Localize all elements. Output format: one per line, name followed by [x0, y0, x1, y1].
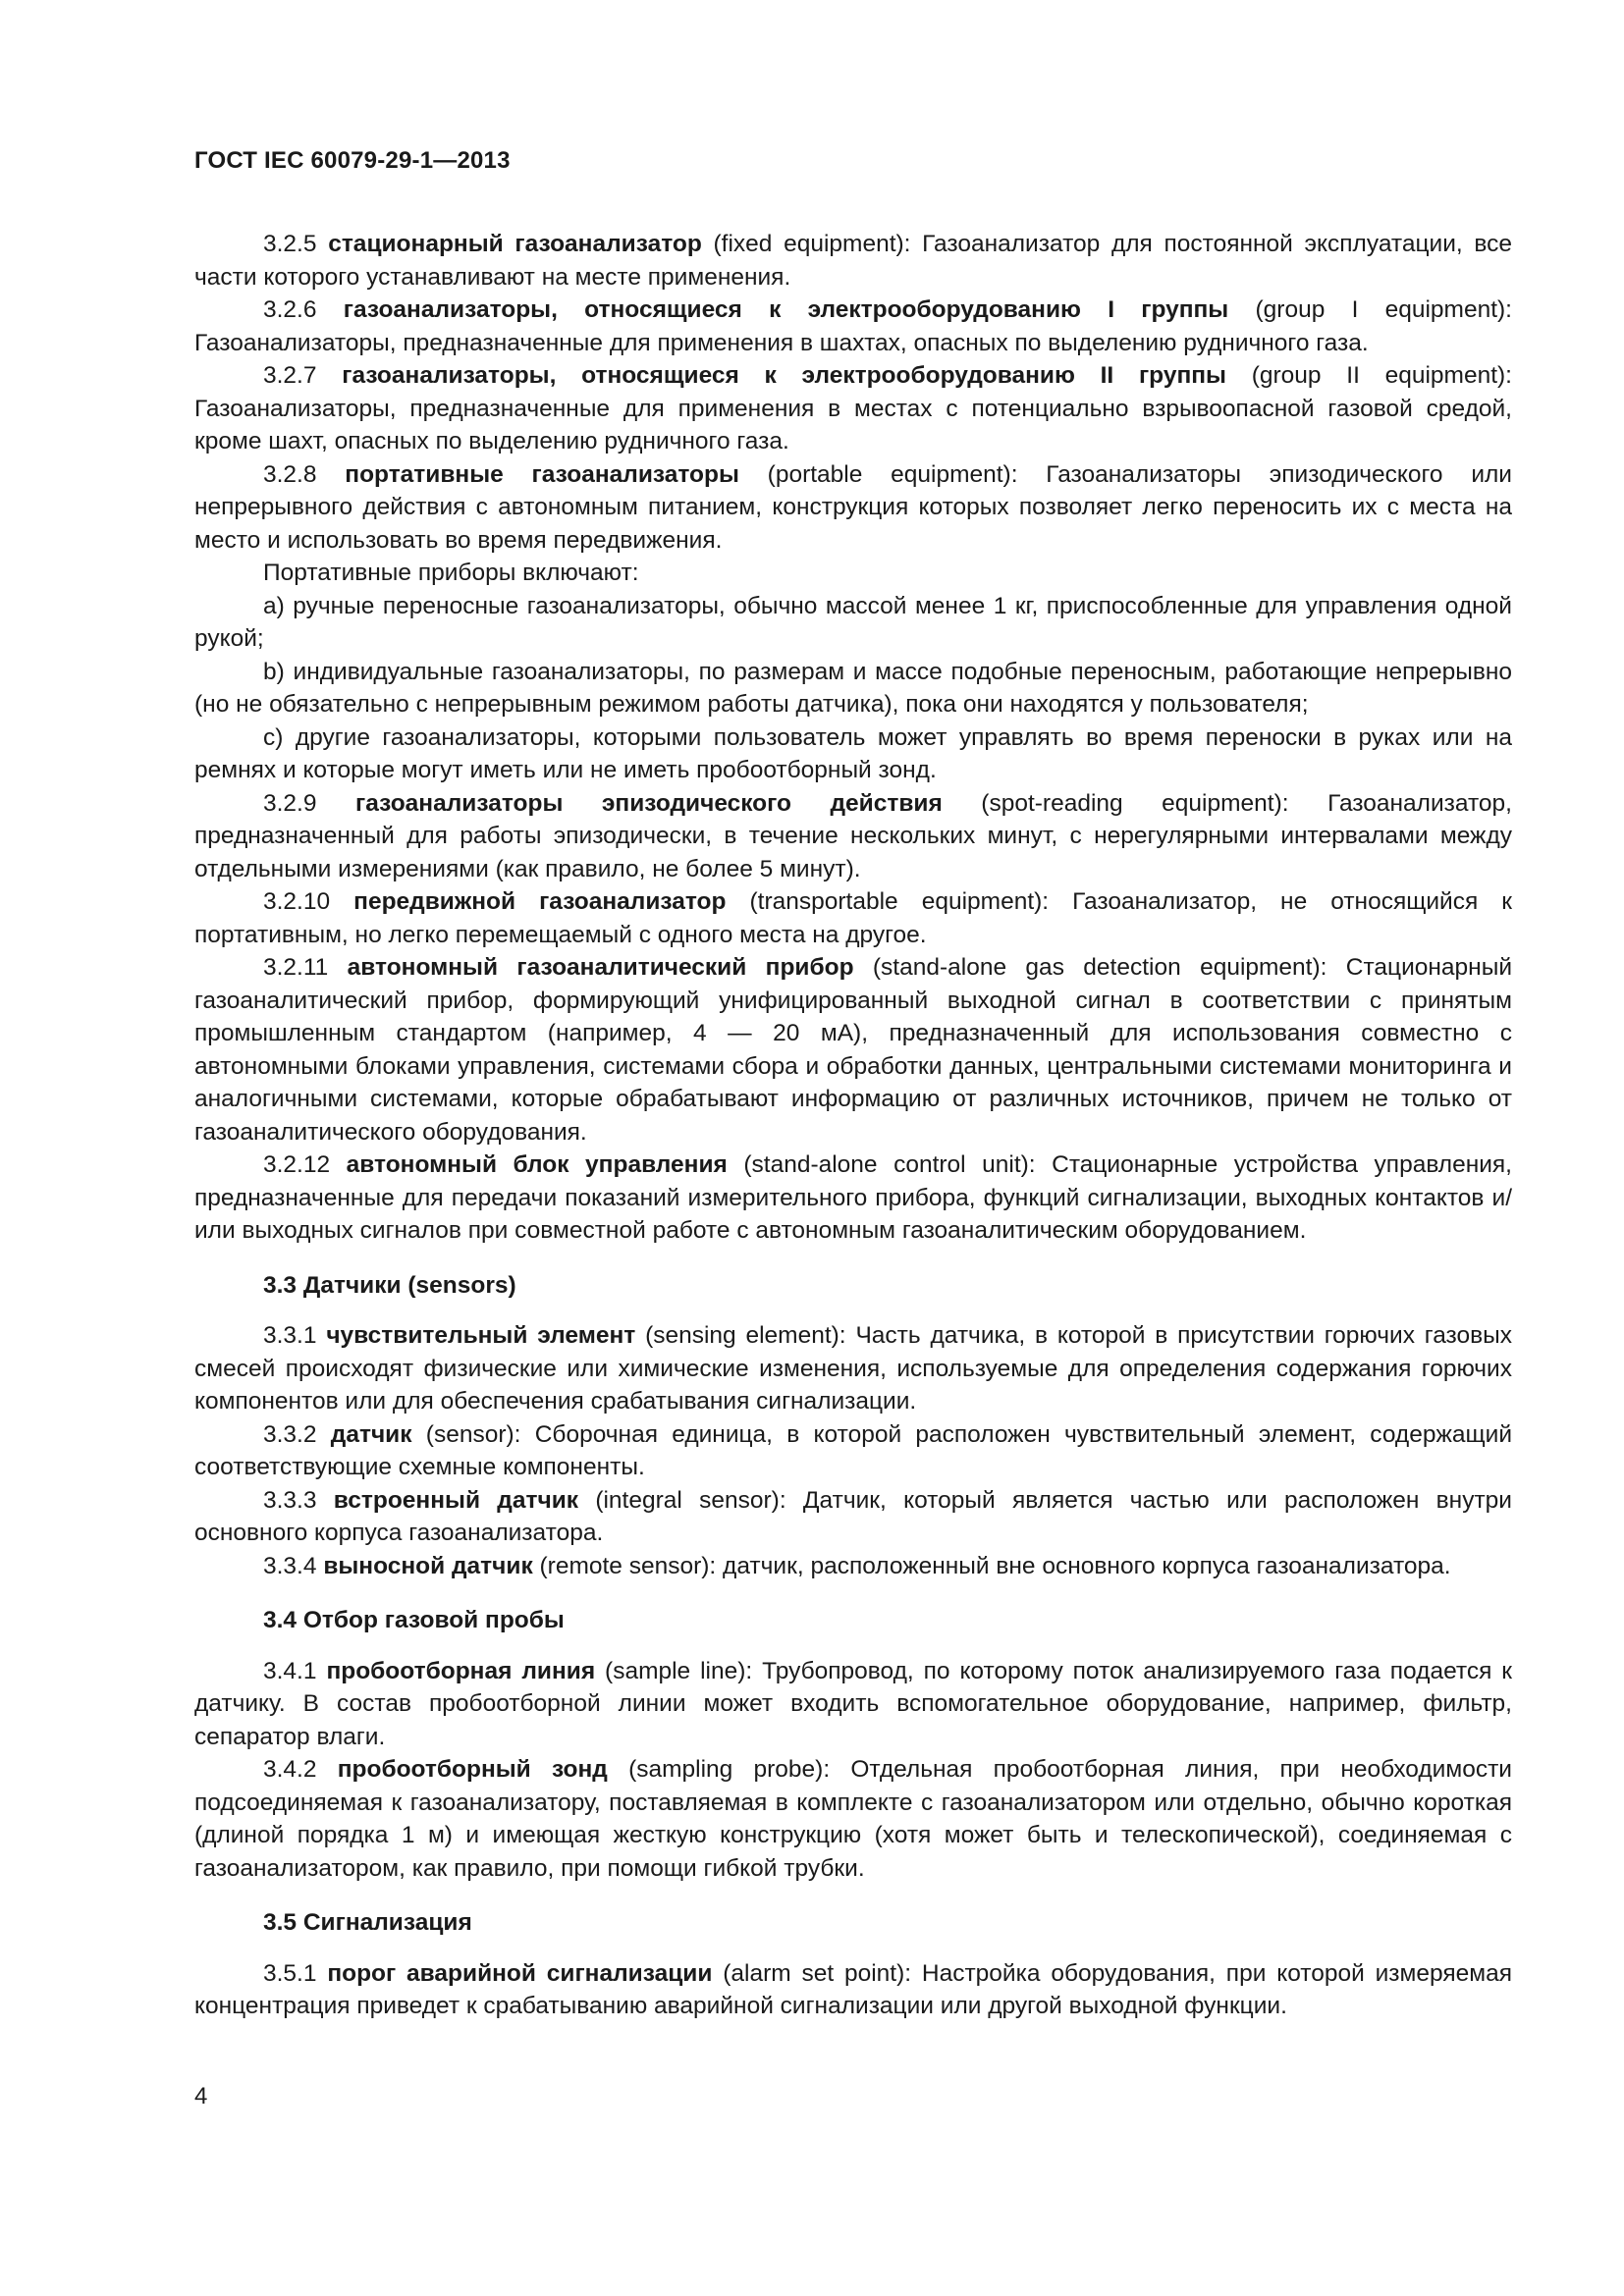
term-text: (remote sensor): датчик, расположенный вне основного корпуса газоанализатора. [532, 1552, 1451, 1579]
document-code-header: ГОСТ IEC 60079-29-1—2013 [194, 147, 511, 174]
term-definition [194, 1418, 1512, 1484]
term-text: (portable equipment): Газоанализаторы эпизодического или непрерывного действия с автономным питанием, конструкция которых позволяет легко переносить их с места на место и использовать во время передвижения. [194, 460, 1512, 554]
clause-number: 3.2.9 [263, 789, 317, 817]
term-definition [194, 228, 1512, 294]
term-name: автономный блок управления [346, 1151, 728, 1178]
section-heading: 3.4 Отбор газовой пробы [263, 1607, 565, 1633]
term-text: (integral sensor): Датчик, который является частью или расположен внутри основного корпуса газоанализатора. [194, 1486, 1512, 1546]
clause-number: 3.4.2 [263, 1756, 317, 1783]
term-text: (stand-alone control unit): Стационарные устройства управления, предназначенные для передачи показаний измерительного прибора, функций сигнализации, выходных контактов и/или выходных сигналов при совместной работе с автономным газоаналитическим оборудованием. [194, 1151, 1512, 1244]
paragraph: c) другие газоанализаторы, которыми пользователь может управлять во время переноски в руках или на ремнях и которые могут иметь или не иметь пробоотборный зонд. [194, 723, 1512, 783]
term-name: портативные газоанализаторы [345, 460, 739, 488]
term-text: (sensing element): Часть датчика, в которой в присутствии горючих газовых смесей происходят физические или химические изменения, используемые для определения содержания горючих компонентов или для обеспечения срабатывания сигнализации. [194, 1322, 1512, 1415]
term-definition [194, 951, 1512, 1148]
term-text: (spot-reading equipment): Газоанализатор, предназначенный для работы эпизодически, в течение нескольких минут, с нерегулярными интервалами между отдельными измерениями (как правило, не более 5 минут). [194, 789, 1512, 882]
clause-number: 3.2.6 [263, 296, 317, 323]
term-name: передвижной газоанализатор [353, 888, 727, 915]
term-name: стационарный газоанализатор [328, 231, 702, 257]
section-heading: 3.3 Датчики (sensors) [263, 1271, 516, 1299]
term-definition [194, 1319, 1512, 1418]
term-name: газоанализаторы эпизодического действия [355, 789, 943, 817]
term-definition [194, 1148, 1512, 1248]
term-definition [194, 885, 1512, 951]
term-text: (transportable equipment): Газоанализатор, не относящийся к портативным, но легко перемещаемый с одного места на другое. [194, 888, 1512, 948]
term-definition [194, 1550, 1512, 1583]
term-name: автономный газоаналитический прибор [347, 954, 854, 981]
clause-number: 3.2.5 [263, 231, 317, 257]
term-text: (sample line): Трубопровод, по которому поток анализируемого газа подается к датчику. В состав пробоотборной линии может входить вспомогательное оборудование, например, фильтр, сепаратор влаги. [194, 1657, 1512, 1750]
term-text: (fixed equipment): Газоанализатор для постоянной эксплуатации, все части которого устанавливают на месте применения. [194, 231, 1512, 291]
term-name: порог аварийной сигнализации [327, 1959, 713, 1987]
term-name: выносной датчик [323, 1552, 533, 1579]
term-text: (sampling probe): Отдельная пробоотборная линия, при необходимости подсоединяемая к газоанализатору, поставляемая в комплекте с газоанализатором или отдельно, обычно короткая (длиной порядка 1 м) и имеющая жесткую конструкцию (хотя может быть и телескопической), соединяемая с газоанализатором, как правило, при помощи гибкой трубки. [194, 1756, 1512, 1882]
term-text: (sensor): Сборочная единица, в которой расположен чувствительный элемент, содержащий соответствующие схемные компоненты. [194, 1420, 1512, 1480]
term-definition [194, 294, 1512, 359]
clause-number: 3.2.8 [263, 460, 317, 488]
term-definition [194, 1484, 1512, 1550]
clause-number: 3.3.1 [263, 1322, 317, 1349]
document-body [194, 228, 1512, 2023]
term-name: встроенный датчик [333, 1486, 579, 1514]
clause-number: 3.3.4 [263, 1552, 317, 1579]
clause-number: 3.2.12 [263, 1151, 331, 1178]
term-text: (alarm set point): Настройка оборудования, при которой измеряемая концентрация приведет к срабатыванию аварийной сигнализации или другой выходной функции. [194, 1959, 1512, 2019]
term-name: газоанализаторы, относящиеся к электрооборудованию II группы [342, 362, 1226, 389]
clause-number: 3.3.2 [263, 1420, 317, 1448]
clause-number: 3.2.7 [263, 362, 317, 389]
term-definition [194, 1753, 1512, 1885]
term-name: чувствительный элемент [326, 1322, 636, 1349]
term-definition [194, 359, 1512, 458]
term-text: (group II equipment): Газоанализаторы, предназначенные для применения в местах с потенциально взрывоопасной газовой средой, кроме шахт, опасных по выделению рудничного газа. [194, 362, 1512, 454]
term-definition [194, 1957, 1512, 2023]
clause-number: 3.2.11 [263, 954, 329, 981]
paragraph: Портативные приборы включают: [263, 560, 639, 586]
term-text: (group I equipment): Газоанализаторы, предназначенные для применения в шахтах, опасных по выделению рудничного газа. [194, 296, 1512, 356]
paragraph: а) ручные переносные газоанализаторы, обычно массой менее 1 кг, приспособленные для управления одной рукой; [194, 592, 1512, 652]
clause-number: 3.4.1 [263, 1657, 317, 1684]
clause-number: 3.5.1 [263, 1959, 317, 1987]
term-definition [194, 458, 1512, 558]
clause-number: 3.2.10 [263, 888, 331, 915]
term-definition [194, 1655, 1512, 1754]
term-name: датчик [330, 1420, 412, 1448]
term-name: газоанализаторы, относящиеся к электрооборудованию I группы [343, 296, 1229, 323]
paragraph: b) индивидуальные газоанализаторы, по размерам и массе подобные переносным, работающие непрерывно (но не обязательно с непрерывным режимом работы датчика), пока они находятся у пользователя; [194, 658, 1512, 718]
section-heading: 3.5 Сигнализация [263, 1909, 472, 1936]
term-text: (stand-alone gas detection equipment): Стационарный газоаналитический прибор, формирующий унифицированный выходной сигнал в соответствии с принятым промышленным стандартом (например, 4 — 20 мА), предназначенный для использования совместно с автономными блоками управления, системами сбора и обработки данных, центральными системами мониторинга и аналогичными системами, которые обрабатывают информацию от различных источников, причем не только от газоаналитического оборудования. [194, 954, 1513, 1146]
clause-number: 3.3.3 [263, 1486, 317, 1514]
term-name: пробоотборная линия [326, 1657, 596, 1684]
page-number: 4 [194, 2083, 208, 2109]
term-name: пробоотборный зонд [337, 1756, 608, 1783]
term-definition [194, 787, 1512, 886]
